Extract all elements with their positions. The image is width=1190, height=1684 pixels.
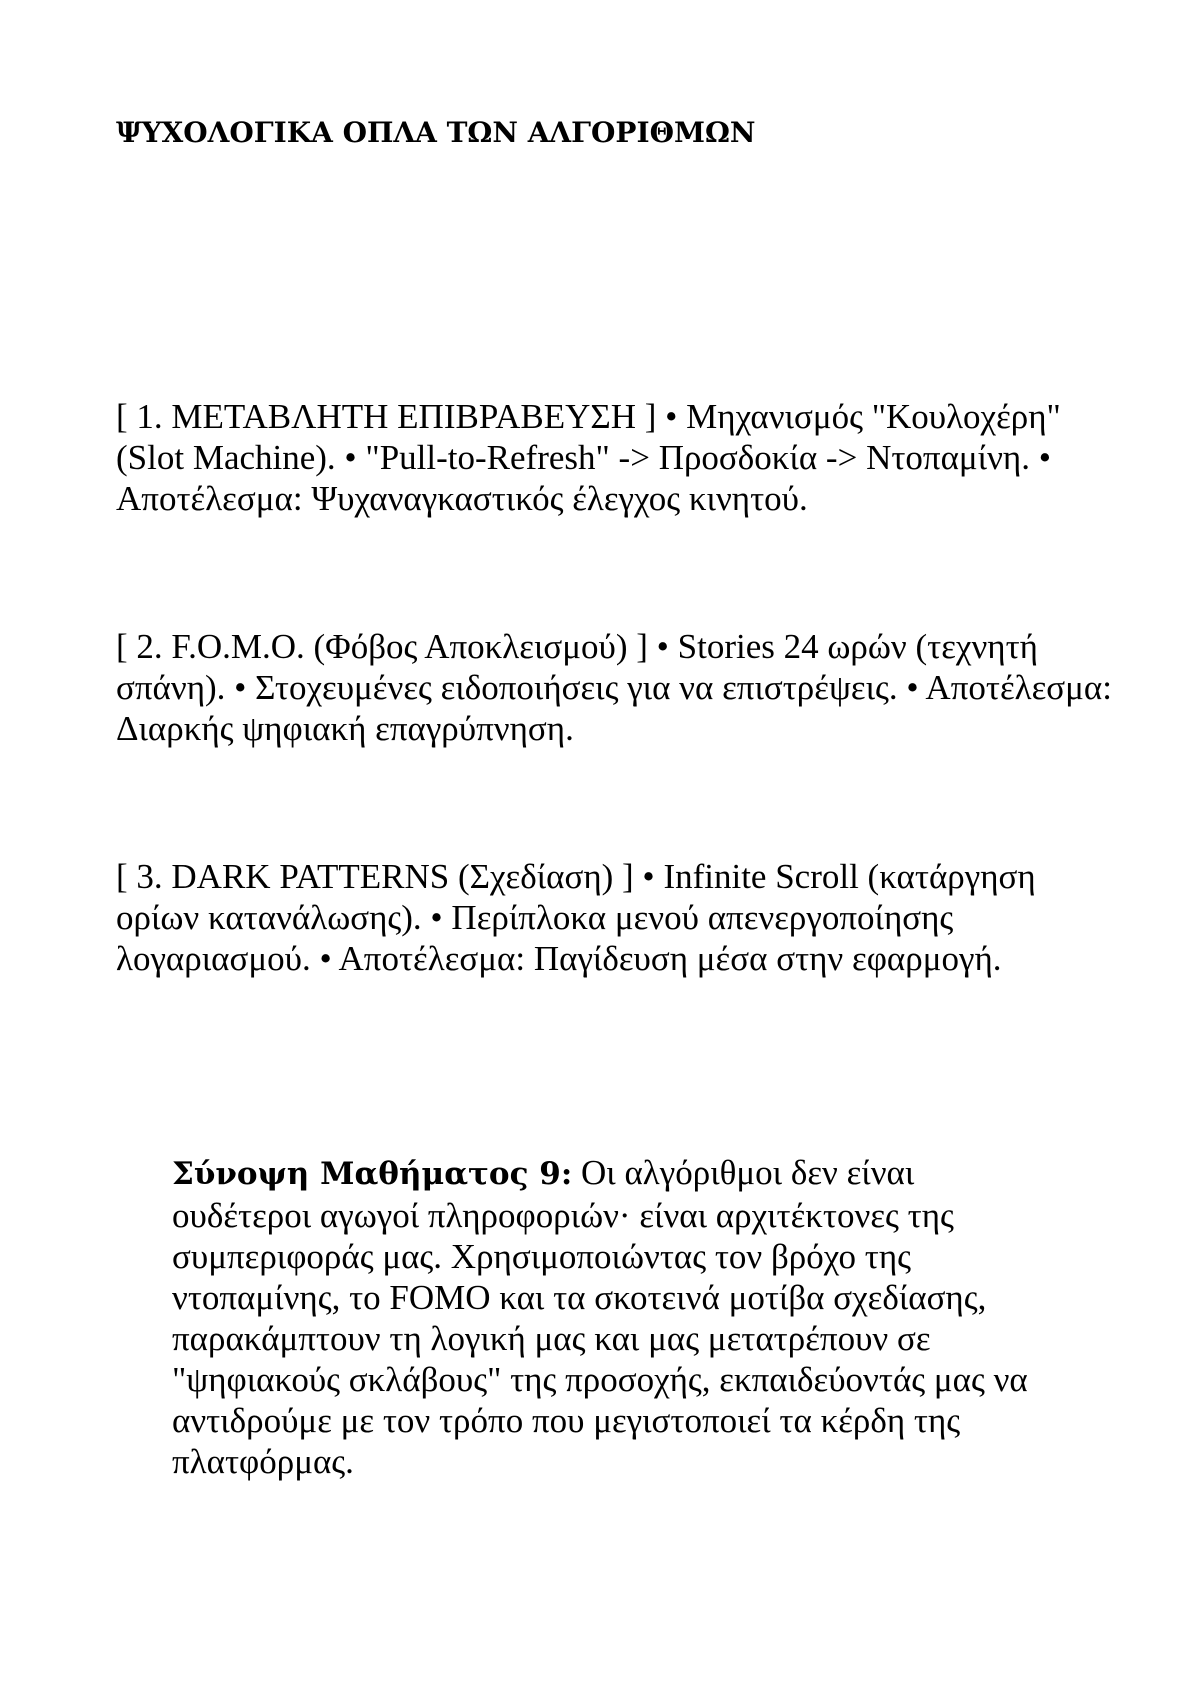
page-title: ΨΥΧΟΛΟΓΙΚΑ ΟΠΛΑ ΤΩΝ ΑΛΓΟΡΙΘΜΩΝ (116, 116, 756, 149)
section-dark-patterns: [ 3. DARK PATTERNS (Σχεδίαση) ] • Infinite Scroll (κατάργηση ορίων κατανάλωσης). • Περίπλοκα μενού απενεργοποίησης λογαριασμού. • Αποτέλεσμα: Παγίδευση μέσα στην εφαρμογή. (116, 857, 1036, 978)
lesson-summary (172, 1152, 1052, 1482)
summary-text: Οι αλγόριθμοι δεν είναι ουδέτεροι αγωγοί πληροφοριών· είναι αρχιτέκτονες της συμπεριφοράς μας. Χρησιμοποιώντας τον βρόχο της ντοπαμίνης, το FOMO και τα σκοτεινά μοτίβα σχεδίασης, παρακάμπτουν τη λογική μας και μας μετατρέπουν σε "ψηφιακούς σκλάβους" της προσοχής, εκπαιδεύοντάς μας να αντιδρούμε με τον τρόπο που μεγιστοποιεί τα κέρδη της πλατφόρμας. (172, 1153, 1028, 1481)
section-fomo: [ 2. F.O.M.O. (Φόβος Αποκλεισμού) ] • Stories 24 ωρών (τεχνητή σπάνη). • Στοχευμένες ειδοποιήσεις για να επιστρέψεις. • Αποτέλεσμα: Διαρκής ψηφιακή επαγρύπνηση. (116, 627, 1112, 748)
section-variable-reward: [ 1. ΜΕΤΑΒΛΗΤΗ ΕΠΙΒΡΑΒΕΥΣΗ ] • Μηχανισμός "Κουλοχέρη" (Slot Machine). • "Pull-to-Refresh" -> Προσδοκία -> Ντοπαμίνη. • Αποτέλεσμα: Ψυχαναγκαστικός έλεγχος κινητού. (116, 397, 1061, 518)
summary-label: Σύνοψη Μαθήματος 9: (172, 1156, 573, 1192)
